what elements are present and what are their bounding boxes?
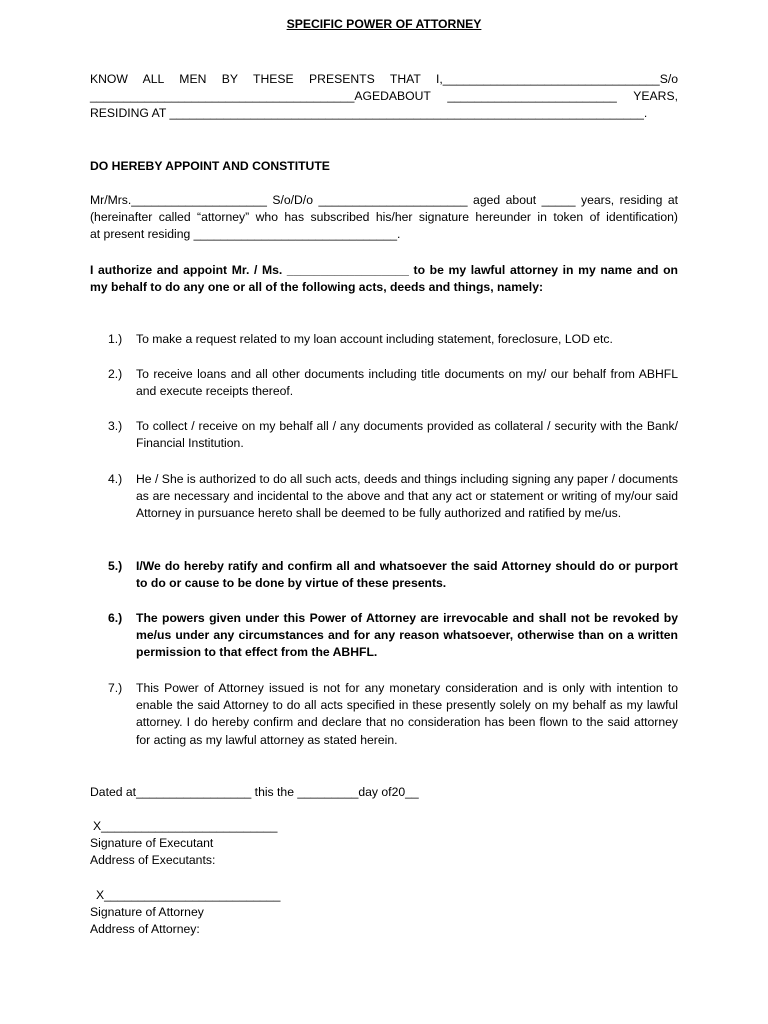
list-item [108,331,678,348]
list-item [108,680,678,749]
authorize-paragraph [90,262,678,296]
list-item [108,366,678,400]
list-item-number: 5.) [108,559,123,573]
authorize-line-1: I authorize and appoint Mr. / Ms. __________________ to be my lawful attorney in my name and on [90,263,678,277]
attorney-address-label: Address of Attorney: [90,922,200,937]
executant-signature-line: X__________________________ [93,819,278,833]
dated-line: Dated at_________________ this the _________day of20__ [90,785,419,799]
list-item [108,418,678,452]
intro-line-2: _______________________________________AGEDABOUT _________________________ YEARS, [90,89,678,104]
list-item-text: This Power of Attorney issued is not for any monetary consideration and is only with intention to enable the said Attorney to do all acts specified in these presently solely on my behalf as my lawful attorney. I do hereby confirm and declare that no consideration has been flown to the said attorney for acting as my lawful attorney as stated herein. [136,681,678,747]
list-item-number: 2.) [108,367,123,381]
authorize-line-2: my behalf to do any one or all of the following acts, deeds and things, namely: [90,280,544,295]
attorney-paragraph [90,192,678,244]
intro-paragraph [90,71,678,123]
list-item-number: 4.) [108,472,123,486]
list-item [108,610,678,662]
intro-line-3: RESIDING AT ______________________________________________________________________. [90,106,648,121]
document-title: SPECIFIC POWER OF ATTORNEY [286,17,482,31]
list-item-text: To make a request related to my loan account including statement, foreclosure, LOD etc. [136,332,613,346]
attorney-signature-block [90,887,280,939]
list-item-number: 3.) [108,419,123,433]
attorney-line-2: (hereinafter called “attorney” who has subscribed his/her signature hereunder in token of identification) [90,210,678,225]
attorney-line-1: Mr/Mrs.____________________ S/o/D/o ______________________ aged about _____ years, residing at [90,193,678,207]
list-item-number: 1.) [108,332,123,346]
executant-signature-label: Signature of Executant [90,836,214,851]
executant-signature-block [90,818,277,870]
list-item [108,558,678,592]
list-item-number: 7.) [108,681,123,695]
attorney-signature-label: Signature of Attorney [90,905,204,920]
list-item-text: I/We do hereby ratify and confirm all and whatsoever the said Attorney should do or purport to do or cause to be done by virtue of these presents. [136,559,678,591]
intro-line-1: KNOW ALL MEN BY THESE PRESENTS THAT I,________________________________S/o [90,72,678,86]
executant-address-label: Address of Executants: [90,853,216,868]
appoint-heading: DO HEREBY APPOINT AND CONSTITUTE [90,159,330,173]
list-item-text: The powers given under this Power of Attorney are irrevocable and shall not be revoked by me/us under any circumstances and for any reason whatsoever, otherwise than on a written permission to that effect from the ABHFL. [136,611,678,660]
list-item-number: 6.) [108,611,123,625]
attorney-line-3: at present residing ______________________________. [90,227,401,242]
list-item-text: He / She is authorized to do all such acts, deeds and things including signing any paper / documents as are necessary and incidental to the above and that any act or statement or writing of my/our said Attorney in pursuance hereto shall be deemed to be fully authorized and ratified by me/us. [136,472,678,521]
list-item-text: To collect / receive on my behalf all / any documents provided as collateral / security with the Bank/ Financial Institution. [136,419,678,451]
list-item-text: To receive loans and all other documents including title documents on my/ our behalf from ABHFL and execute receipts thereof. [136,367,678,399]
list-item [108,471,678,523]
attorney-signature-line: X__________________________ [96,888,281,902]
